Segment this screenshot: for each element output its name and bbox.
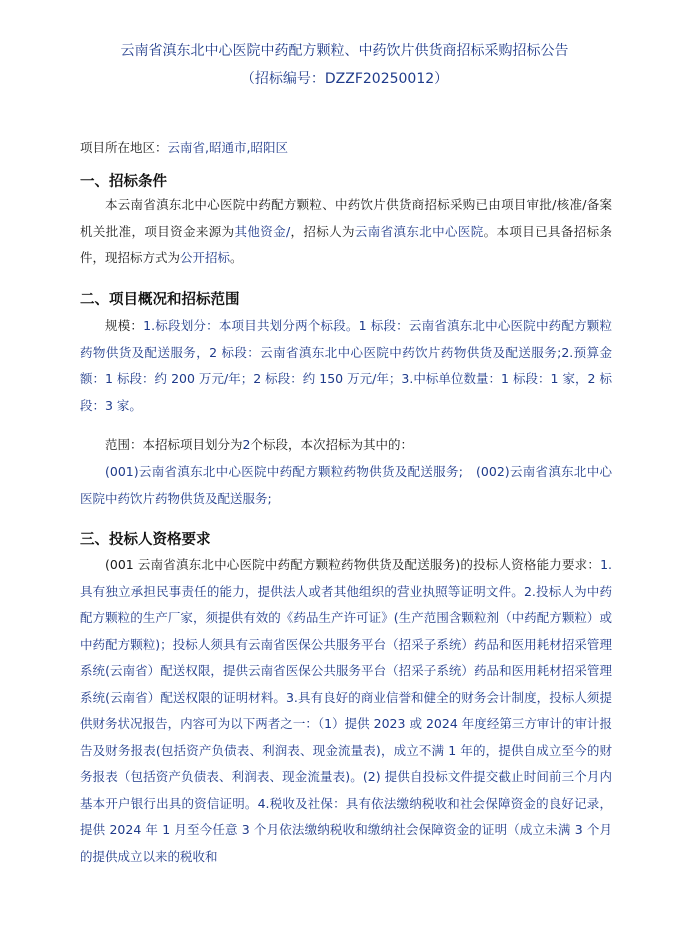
text-run: 规模： [105, 318, 144, 333]
qualification-details: 1.具有独立承担民事责任的能力，提供法人或者其他组织的营业执照等证明文件。2.投标人为中药配方颗粒的生产厂家，须提供有效的《药品生产许可证》(生产范围含颗粒剂（中药配方颗粒）或中药配方颗粒)；投标人须具有云南省医保公共服务平台（招采子系统）药品和医用耗材招采管理系统(云南省）配送权限，提供云南省医保公共服务平台（招采子系统）药品和医用耗材招采管理系统(云南省）配送权限的证明材料。3.具有良好的商业信誉和健全的财务会计制度，投标人须提供财务状况报告，内容可为以下两者之一：（1）提供 2023 或 2024 年度经第三方审计的审计报告及财务报表(包括资产负债表、利润表、现金流量表)，成立不满 1 年的，提供自成立至今的财务报表（包括资产负债表、利润表、现金流量表)。(2) 提供自投标文件提交截止时间前三个月内基本开户银行出具的资信证明。4.税收及社保：具有依法缴纳税收和社会保障资金的良好记录，提供 2024 年 1 月至今任意 3 个月依法缴纳税收和缴纳社会保障资金的证明（成立未满 3 个月的提供成立以来的税收和 [80, 557, 612, 864]
section-heading-project-overview: 二、项目概况和招标范围 [80, 292, 240, 308]
section-heading-bidder-qualifications: 三、投标人资格要求 [80, 532, 211, 548]
text-run: 。本项目已具备招标条件，现招标方式为 [80, 223, 612, 265]
region-value: 云南省,昭通市,昭阳区 [167, 140, 288, 155]
text-run: 范围：本招标项目划分为 [105, 437, 243, 452]
region-label: 项目所在地区： [80, 140, 168, 155]
bidding-method: 公开招标 [180, 250, 231, 265]
scale-details: 1.标段划分：本项目共划分两个标段。1 标段：云南省滇东北中心医院中药配方颗粒药物供货及配送服务，2 标段：云南省滇东北中心医院中药饮片药物供货及配送服务;2.预算金额：1 标段：约 200 万元/年；2 标段：约 150 万元/年；3.中标单位数量：1 标段：1 家，2 标段：3 家。 [80, 318, 612, 413]
text-run: 个标段，本次招标为其中的： [250, 437, 413, 452]
fund-source: 其他资金/ [234, 223, 291, 239]
paragraph-lots [80, 459, 612, 512]
lot-count: 2 [242, 437, 251, 452]
paragraph-scope [80, 432, 612, 459]
text-run: (001 云南省滇东北中心医院中药配方颗粒药物供货及配送服务)的投标人资格能力要求： [105, 557, 601, 572]
lots-list: (001)云南省滇东北中心医院中药配方颗粒药物供货及配送服务; (002)云南省滇东北中心医院中药饮片药物供货及配送服务; [80, 464, 612, 506]
text-run: ，招标人为 [290, 223, 355, 239]
paragraph-qualifications [80, 552, 612, 870]
paragraph-scale [80, 313, 612, 419]
section-heading-bidding-conditions: 一、招标条件 [80, 174, 167, 190]
bid-number: （招标编号：DZZF20250012） [240, 71, 449, 87]
paragraph-bidding-conditions [80, 192, 612, 272]
text-run: 。 [230, 250, 243, 265]
document-title: 云南省滇东北中心医院中药配方颗粒、中药饮片供货商招标采购招标公告 [120, 43, 569, 59]
project-region [80, 138, 288, 156]
tenderer-name: 云南省滇东北中心医院 [354, 223, 484, 239]
text-run: 本云南省滇东北中心医院中药配方颗粒、中药饮片供货商招标采购已由项目审批/核准/备案机关批准，项目资金来源为 [80, 197, 612, 239]
